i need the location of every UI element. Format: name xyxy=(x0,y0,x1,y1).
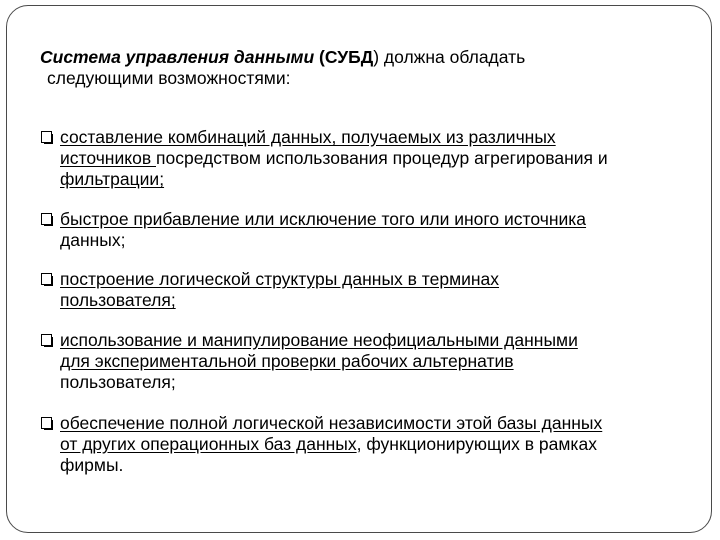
checkbox-q-icon xyxy=(40,416,54,431)
checkbox-q-icon xyxy=(40,130,54,145)
term-abbr: (СУБД xyxy=(319,47,374,67)
list-item xyxy=(40,330,700,393)
item-line: быстрое прибавление или исключение того или иного источника xyxy=(60,209,587,229)
item-line: пользователя; xyxy=(60,290,176,310)
item-line: построение логической структуры данных в терминах xyxy=(60,269,500,289)
list-item xyxy=(40,269,700,311)
term-dbms: Система управления данными xyxy=(40,47,315,67)
item-line-underlined: от других операционных баз данных xyxy=(60,434,357,454)
list-item xyxy=(40,209,700,251)
item-line: посредством использования процедур агрегирования и xyxy=(156,148,608,168)
item-line: фильтрации; xyxy=(60,169,165,189)
item-line-underlined: источников xyxy=(60,148,156,168)
slide-frame xyxy=(6,5,712,533)
intro-paragraph xyxy=(40,47,700,89)
checkbox-q-icon xyxy=(40,212,54,227)
checkbox-q-icon xyxy=(40,272,54,287)
item-line: использование и манипулирование неофициальными данными xyxy=(60,330,578,350)
intro-rest: ) должна обладать xyxy=(373,47,526,67)
item-line: составление комбинаций данных, получаемых из различных xyxy=(60,127,556,147)
list-item xyxy=(40,127,700,190)
list-item xyxy=(40,413,700,476)
slide-content xyxy=(40,47,700,476)
item-line: для экспериментальной проверки рабочих альтернатив xyxy=(60,351,514,371)
item-line: обеспечение полной логической независимости этой базы данных xyxy=(60,413,603,433)
capabilities-list xyxy=(40,127,700,476)
item-line: данных; xyxy=(60,230,126,250)
item-line: пользователя; xyxy=(60,372,176,392)
intro-line2: следующими возможностями: xyxy=(47,68,291,88)
item-line: , функционирующих в рамках xyxy=(356,434,597,454)
item-line: фирмы. xyxy=(60,455,124,475)
checkbox-q-icon xyxy=(40,333,54,348)
